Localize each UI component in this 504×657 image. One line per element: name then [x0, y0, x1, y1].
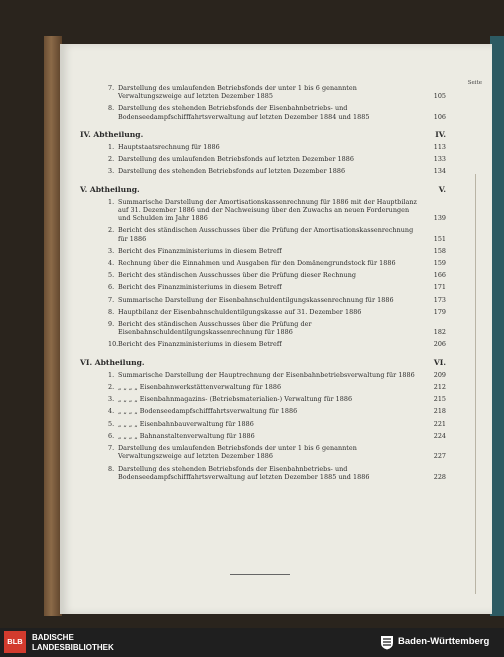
toc-entry	[74, 271, 446, 279]
entry-number: 7.	[108, 84, 115, 92]
toc-entry	[74, 320, 446, 336]
entry-title: Bericht des Finanzministeriums in diesem Betreff	[118, 283, 282, 292]
entry-page-number: 166	[433, 271, 446, 280]
entry-page-number: 158	[433, 246, 446, 255]
entry-page-number: 173	[433, 295, 446, 304]
entry-page-number: 159	[433, 259, 446, 268]
entry-number: 2.	[108, 383, 115, 392]
entry-number: 8.	[108, 307, 115, 316]
entry-page-number: 106	[433, 112, 446, 121]
section-heading	[74, 186, 446, 194]
entry-title: Darstellung des umlaufenden Betriebsfonds der unter 1 bis 6 genannten Verwaltungszweige auf letzten Dezember 1885	[118, 84, 357, 101]
seite-label: Seite	[467, 80, 482, 86]
footer-bar	[0, 628, 504, 657]
entry-page-number: 182	[433, 328, 446, 337]
entry-page-number: 105	[433, 92, 446, 101]
entry-number: 2.	[108, 155, 115, 164]
entry-number: 7.	[108, 295, 115, 304]
entry-number: 4.	[108, 407, 115, 416]
entry-title: „ „ „ „ Bahnanstaltenverwaltung für 1886	[118, 431, 255, 440]
entry-page-number: 151	[433, 234, 446, 243]
entry-title: Hauptstaatsrechnung für 1886	[118, 143, 220, 152]
book-spine-edge	[490, 36, 504, 616]
toc-entry	[74, 383, 446, 391]
entry-title: Darstellung des umlaufenden Betriebsfonds auf letzten Dezember 1886	[118, 155, 354, 164]
entry-number: 6.	[108, 283, 115, 292]
entry-page-number: 133	[433, 155, 446, 164]
toc-entry	[74, 143, 446, 151]
entry-title: Darstellung des umlaufenden Betriebsfonds der unter 1 bis 6 genannten Verwaltungszweige auf letzten Dezember 1886	[118, 444, 357, 461]
entry-title: Summarische Darstellung der Hauptrechnung der Eisenbahnbetriebsverwaltung für 1886	[118, 370, 415, 379]
entry-title: Summarische Darstellung der Eisenbahnschuldentilgungskassenrechnung für 1886	[118, 295, 394, 304]
baden-wuerttemberg-label[interactable]: Baden-Württemberg	[398, 636, 490, 647]
entry-number: 6.	[108, 431, 115, 440]
entry-number: 3.	[108, 167, 115, 176]
entry-title: Rechnung über die Einnahmen und Ausgaben für den Domänengrundstock für 1886	[118, 259, 396, 268]
entry-title: Hauptbilanz der Eisenbahnschuldentilgungskasse auf 31. Dezember 1886	[118, 307, 362, 316]
toc-entry	[74, 167, 446, 175]
entry-spacer	[74, 121, 446, 125]
entry-number: 7.	[108, 444, 115, 453]
entry-number: 9.	[108, 320, 115, 329]
entry-page-number: 171	[433, 283, 446, 292]
entry-page-number: 134	[433, 167, 446, 176]
toc-entry	[74, 226, 446, 242]
entry-title: „ „ „ „ Eisenbahnmagazins- (Betriebsmaterialien-) Verwaltung für 1886	[118, 395, 353, 404]
entry-page-number: 228	[433, 472, 446, 481]
entry-number: 1.	[108, 143, 115, 152]
entry-page-number: 215	[433, 395, 446, 404]
toc-entry	[74, 407, 446, 415]
blb-name-line2: LANDESBIBLIOTHEK	[32, 642, 114, 652]
toc-entry	[74, 247, 446, 255]
entry-title: Summarische Darstellung der Amortisationskassenrechnung für 1886 mit der Hauptbilanz auf 31. Dezember 1886 und der Nachweisung über den Zuwachs an neuen Forderungen und Schulden im Jahr 1886	[118, 197, 417, 223]
entry-number: 5.	[108, 419, 115, 428]
section-heading	[74, 131, 446, 139]
section-title: V. Abtheilung.	[80, 184, 140, 194]
entry-number: 2.	[108, 226, 115, 235]
entry-spacer	[74, 349, 446, 353]
toc-entry	[74, 432, 446, 440]
section-title: VI. Abtheilung.	[80, 357, 145, 367]
entry-number: 4.	[108, 259, 115, 268]
entry-page-number: 221	[433, 419, 446, 428]
entry-title: „ „ „ „ Eisenbahnwerkstättenverwaltung für 1886	[118, 383, 282, 392]
toc-entry	[74, 155, 446, 163]
entry-number: 5.	[108, 271, 115, 280]
entry-page-number: 224	[433, 431, 446, 440]
section-numeral: IV.	[435, 129, 446, 139]
entry-title: „ „ „ „ Eisenbahnbauverwaltung für 1886	[118, 419, 254, 428]
blb-name[interactable]	[32, 633, 114, 652]
entry-title: Bericht des Finanzministeriums in diesem Betreff	[118, 246, 282, 255]
baden-wuerttemberg-emblem-icon	[380, 634, 394, 650]
toc-entry	[74, 420, 446, 428]
toc-entry	[74, 296, 446, 304]
entry-page-number: 218	[433, 407, 446, 416]
entry-page-number: 212	[433, 383, 446, 392]
entry-title: Bericht des ständischen Ausschusses über die Prüfung der Amortisationskassenrechnung für 1886	[118, 226, 414, 243]
entry-page-number: 179	[433, 307, 446, 316]
toc-entry	[74, 444, 446, 460]
toc-entry	[74, 308, 446, 316]
toc-entry	[74, 104, 446, 120]
entry-number: 1.	[108, 370, 115, 379]
closing-rule	[230, 574, 290, 575]
section-numeral: VI.	[433, 357, 446, 367]
book-page	[60, 44, 492, 614]
entry-title: Bericht des ständischen Ausschusses über die Prüfung dieser Rechnung	[118, 271, 357, 280]
entry-page-number: 227	[433, 452, 446, 461]
entry-title: Darstellung des stehenden Betriebsfonds der Eisenbahnbetriebs- und Bodenseedampfschifffahrtsverwaltung auf letzten Dezember 1885 und 1886	[118, 464, 370, 481]
toc-entry	[74, 340, 446, 348]
entry-title: Bericht des ständischen Ausschusses über die Prüfung der Eisenbahnschuldentilgungskassenrechnung für 1886	[118, 320, 312, 337]
entry-title: Darstellung des stehenden Betriebsfonds auf letzten Dezember 1886	[118, 167, 346, 176]
toc-entry	[74, 371, 446, 379]
section-numeral: V.	[438, 184, 446, 194]
entry-page-number: 113	[433, 143, 446, 152]
toc-entry	[74, 259, 446, 267]
entry-page-number: 209	[433, 370, 446, 379]
toc-entry	[74, 395, 446, 403]
section-title: IV. Abtheilung.	[80, 129, 144, 139]
entry-page-number: 139	[433, 214, 446, 223]
entry-spacer	[74, 481, 446, 485]
toc-entry	[74, 198, 446, 223]
entry-number: 8.	[108, 464, 115, 473]
table-of-contents	[74, 84, 446, 485]
entry-spacer	[74, 176, 446, 180]
section-heading	[74, 359, 446, 367]
entry-page-number: 206	[433, 340, 446, 349]
entry-title: Darstellung des stehenden Betriebsfonds der Eisenbahnbetriebs- und Bodenseedampfschifffahrtsverwaltung auf letzten Dezember 1884 und 1885	[118, 104, 370, 121]
toc-entry	[74, 84, 446, 100]
toc-entry	[74, 465, 446, 481]
entry-title: „ „ „ „ Bodenseedampfschifffahrtsverwaltung für 1886	[118, 407, 298, 416]
ledger-line	[475, 174, 486, 594]
entry-number: 3.	[108, 246, 115, 255]
blb-logo[interactable]: BLB	[4, 631, 26, 653]
entry-number: 3.	[108, 395, 115, 404]
entry-number: 8.	[108, 104, 115, 113]
entry-number: 1.	[108, 197, 115, 206]
entry-title: Bericht des Finanzministeriums in diesem Betreff	[118, 340, 282, 349]
toc-entry	[74, 283, 446, 291]
blb-name-line1: BADISCHE	[32, 633, 74, 642]
entry-number: 10.	[108, 340, 119, 349]
